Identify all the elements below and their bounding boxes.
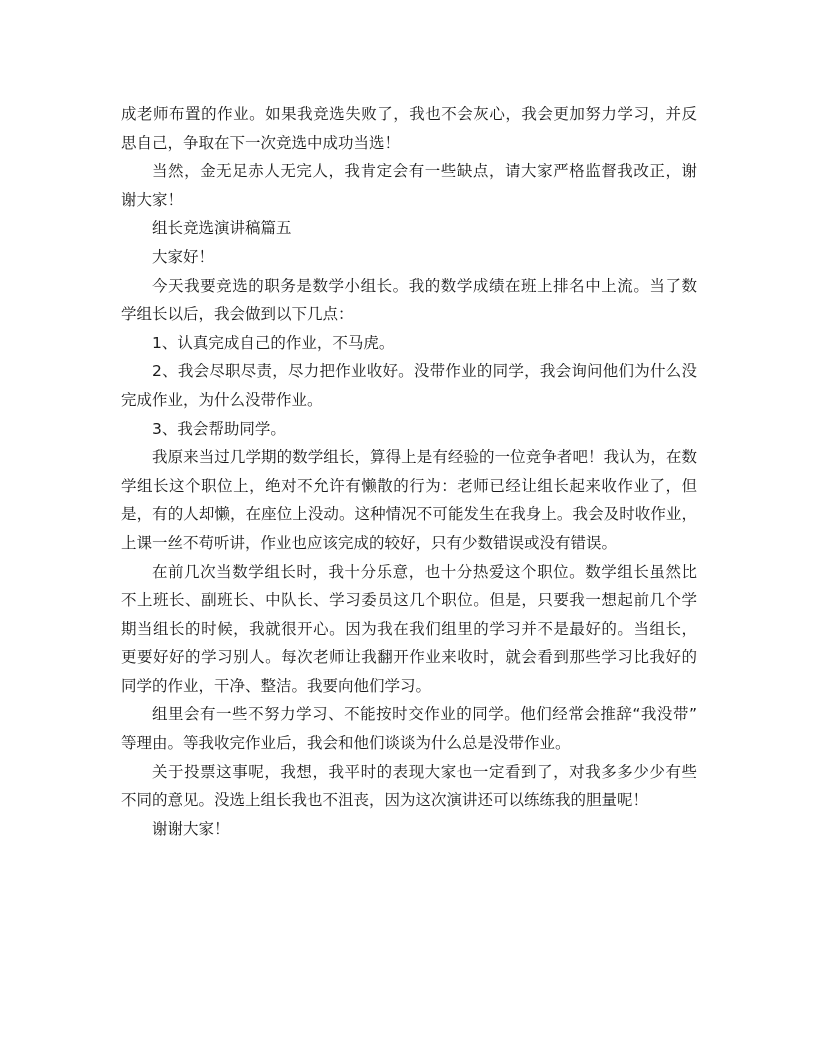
text-line: 思自己，争取在下一次竞选中成功当选！ — [121, 133, 401, 152]
text-line: 同学的作业，干净、整洁。我要向他们学习。 — [121, 676, 432, 695]
text-line: 关于投票这事呢，我想，我平时的表现大家也一定看到了，对我多多少少有些 — [152, 762, 697, 781]
text-line: 大家好！ — [152, 247, 215, 266]
text-line: 期当组长的时候，我就很开心。因为我在我们组里的学习并不是最好的。当组长， — [121, 619, 697, 638]
text-line: 更要好好的学习别人。每次老师让我翻开作业来收时，就会看到那些学习比我好的 — [121, 648, 697, 667]
text-line: 不同的意见。没选上组长我也不沮丧，因为这次演讲还可以练练我的胆量呢！ — [121, 791, 649, 810]
text-line: 我原来当过几学期的数学组长，算得上是有经验的一位竞争者吧！我认为，在数 — [152, 448, 697, 467]
text-line: 完成作业，为什么没带作业。 — [121, 390, 323, 409]
text-line: 成老师布置的作业。如果我竞选失败了，我也不会灰心，我会更加努力学习，并反 — [121, 105, 697, 123]
document-body — [121, 100, 697, 843]
text-line: 2、我会尽职尽责，尽力把作业收好。没带作业的同学，我会询问他们为什么没 — [152, 362, 697, 381]
text-line: 组长竞选演讲稿篇五 — [152, 219, 292, 238]
text-line: 是，有的人却懒，在座位上没动。这种情况不可能发生在我身上。我会及时收作业， — [121, 505, 697, 524]
text-line: 今天我要竞选的职务是数学小组长。我的数学成绩在班上排名中上流。当了数 — [152, 276, 697, 295]
text-line: 学组长这个职位上，绝对不允许有懒散的行为：老师已经让组长起来收作业了，但 — [121, 476, 697, 495]
text-line: 当然，金无足赤人无完人，我肯定会有一些缺点，请大家严格监督我改正，谢 — [152, 162, 697, 181]
text-line: 上课一丝不苟听讲，作业也应该完成的较好，只有少数错误或没有错误。 — [121, 533, 618, 552]
text-line: 学组长以后，我会做到以下几点： — [121, 305, 354, 324]
text-line: 组里会有一些不努力学习、不能按时交作业的同学。他们经常会推辞“我没带” — [152, 705, 697, 724]
text-line: 在前几次当数学组长时，我十分乐意，也十分热爱这个职位。数学组长虽然比 — [152, 562, 697, 581]
text-line: 谢谢大家！ — [152, 819, 230, 838]
text-line: 1、认真完成自己的作业，不马虎。 — [152, 333, 395, 352]
text-line: 等理由。等我收完作业后，我会和他们谈谈为什么总是没带作业。 — [121, 734, 571, 753]
text-line: 谢大家！ — [121, 190, 184, 209]
text-line: 不上班长、副班长、中队长、学习委员这几个职位。但是，只要我一想起前几个学 — [121, 591, 697, 610]
text-line: 3、我会帮助同学。 — [152, 419, 286, 438]
